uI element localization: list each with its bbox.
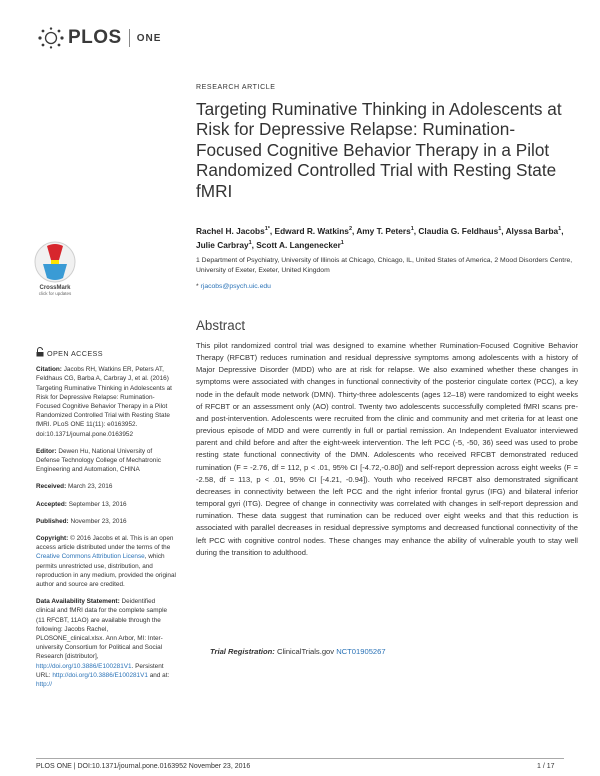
author-affiliation-mark: 1	[498, 226, 502, 232]
trial-registry: ClinicalTrials.gov	[276, 647, 335, 656]
corresponding-email	[196, 283, 271, 290]
data-link-1[interactable]: http://doi.org/10.3886/E100281V1	[36, 662, 132, 670]
page-number: 1 / 17	[537, 763, 555, 770]
sidebar	[36, 347, 176, 697]
accepted-date: Accepted: September 13, 2016	[36, 500, 127, 508]
author-affiliation-mark: 1*	[264, 226, 270, 232]
trial-id-link[interactable]: NCT01905267	[336, 647, 386, 656]
footer-citation: PLOS ONE | DOI:10.1371/journal.pone.0163952 November 23, 2016	[36, 763, 251, 770]
data-availability: Data Availability Statement: Deidentified clinical and fMRI data for the complete sample (11 RFCBT, 11AO) are available through the following: Jacobs Rachel, PLOSONE_clinical.xlsx. Ann Arbor, MI: Inter-university Consortium for Political and Social Research [distributor], http://doi.org/10.3886/E100281V1. Persistent URL: http://doi.org/10.3886/E100281V1 and at: http://	[36, 598, 170, 689]
author-name: Edward R. Watkins$^2$	[274, 225, 352, 236]
trial-registration	[210, 647, 386, 656]
article-type: RESEARCH ARTICLE	[196, 84, 276, 91]
published-date: Published: November 23, 2016	[36, 517, 127, 525]
license-link[interactable]: Creative Commons Attribution License	[36, 553, 145, 561]
author-name: Rachel H. Jacobs$^{1*}$	[196, 225, 270, 236]
author-name: Alyssa Barba$^1$	[505, 225, 562, 236]
crossmark-sub: click for updates	[38, 291, 72, 296]
crossmark-icon	[33, 240, 77, 284]
logo-wordmark: PLOS	[68, 27, 122, 48]
article-title: Targeting Ruminative Thinking in Adolescents at Risk for Depressive Relapse: Rumination-Focused Cognitive Behavior Therapy in a Pilot Randomized Controlled Trial with Resting State fMRI	[196, 99, 562, 201]
abstract-heading: Abstract	[196, 318, 246, 333]
plos-one-logo[interactable]	[36, 26, 161, 50]
author-affiliation-mark: 2	[348, 226, 352, 232]
email-mark: *	[196, 283, 199, 290]
plos-logo-icon	[36, 27, 66, 49]
editor: Editor: Dewen Hu, National University of Defense Technology College of Mechatronic Engineering and Automation, CHINA	[36, 447, 161, 474]
author-name: Claudia G. Feldhaus$^1$	[418, 225, 502, 236]
citation: Citation: Jacobs RH, Watkins ER, Peters AT, Feldhaus CG, Barba A, Carbray J, et al. (2016) Targeting Ruminative Thinking in Adolescents at Risk for Depressive Relapse: Rumination-Focused Cognitive Behavior Therapy in a Pilot Randomized Controlled Trial with Resting State fMRI. PLoS ONE 11(11): e0163952. doi:10.1371/journal.pone.0163952	[36, 366, 172, 438]
affiliations: 1 Department of Psychiatry, University of Illinois at Chicago, Chicago, IL, United States of America, 2 Mood Disorders Centre, University of Exeter, Exeter, United Kingdom	[196, 257, 573, 274]
open-lock-icon	[36, 347, 44, 359]
abstract-text: This pilot randomized control trial was designed to examine whether Rumination-Focused Cognitive Behavior Therapy (RFCBT) reduces rumination and residual depressive symptoms among adolescents with a history of Major Depressive Disorder (MDD) who are at risk for relapse. We also examined whether these changes in symptoms were associated with changes in functional connectivity of the posterior cingulate cortex (PCC), a key node in the default mode network (DMN). Thirty-three adolescents (ages 12–18) were randomized to eight weeks of RFCBT or an assessment only (AO) control. Twenty two adolescents successfully completed fMRI scans pre- and post-intervention. Adolescents were recruited from the clinic and community and met criteria for at least one previous episode of MDD and were currently in full or partial remission. An Independent Evaluator interviewed parent and child before and after the eight-week intervention. The left PCC (-5, -50, 36) seed was used to probe resting state functional connectivity of the DMN. Adolescents who received RFCBT demonstrated reduced rumination (F = -2.76, df = 112, p < .01, 95% CI [-4.72,-0.80]) and self-report depression across eight weeks (F = -2.58, df = 113, p < .01, 95% CI [-4.21, -0.94]). Youth who received RFCBT also demonstrated significant decreases in connectivity between the left PCC and the right inferior frontal gyrus (IFG) and bilateral inferior temporal gyri (ITG). Degree of change in connectivity was correlated with changes in self-report depression and rumination. These data suggest that rumination can be reduced over eight weeks and that this reduction is associated with parallel decreases in residual depressive symptoms and decreased functional connectivity of the left PCC with cognitive control nodes. These changes may enhance the ability of vulnerable youth to stay well during the transition to adulthood.	[196, 341, 578, 557]
crossmark-badge[interactable]	[33, 240, 77, 296]
journal-name: ONE	[136, 32, 162, 44]
author-name: Scott A. Langenecker$^1$	[256, 240, 344, 251]
data-link-3[interactable]: http://	[36, 681, 52, 689]
logo-divider	[129, 29, 130, 47]
author-affiliation-mark: 1	[340, 240, 344, 247]
received-date: Received: March 23, 2016	[36, 483, 113, 491]
author-name: Amy T. Peters$^1$	[356, 225, 414, 236]
footer-divider	[36, 758, 564, 759]
author-affiliation-mark: 1	[558, 226, 562, 232]
trial-label: Trial Registration:	[210, 647, 275, 656]
data-link-2[interactable]: http://doi.org/10.3886/E100281V1	[52, 671, 148, 679]
copyright: Copyright: © 2016 Jacobs et al. This is an open access article distributed under the terms of the Creative Commons Attribution License, which permits unrestricted use, distribution, and reproduction in any medium, provided the original author and source are credited.	[36, 535, 176, 589]
email-link[interactable]: rjacobs@psych.uic.edu	[200, 283, 271, 290]
author-name: Julie Carbray$^1$	[196, 240, 252, 251]
abstract-body	[196, 340, 578, 559]
open-access-label: OPEN ACCESS	[47, 348, 103, 358]
author-affiliation-mark: 1	[248, 240, 252, 247]
author-list: Rachel H. Jacobs$^{1*}$, Edward R. Watkins$^2$, Amy T. Peters$^1$, Claudia G. Feldhaus$^1$, Alyssa Barba$^1$, Julie Carbray$^1$, Scott A. Langenecker$^1$	[196, 225, 564, 251]
open-access-badge	[36, 347, 176, 359]
crossmark-label: CrossMark	[39, 285, 71, 291]
author-affiliation-mark: 1	[410, 226, 414, 232]
